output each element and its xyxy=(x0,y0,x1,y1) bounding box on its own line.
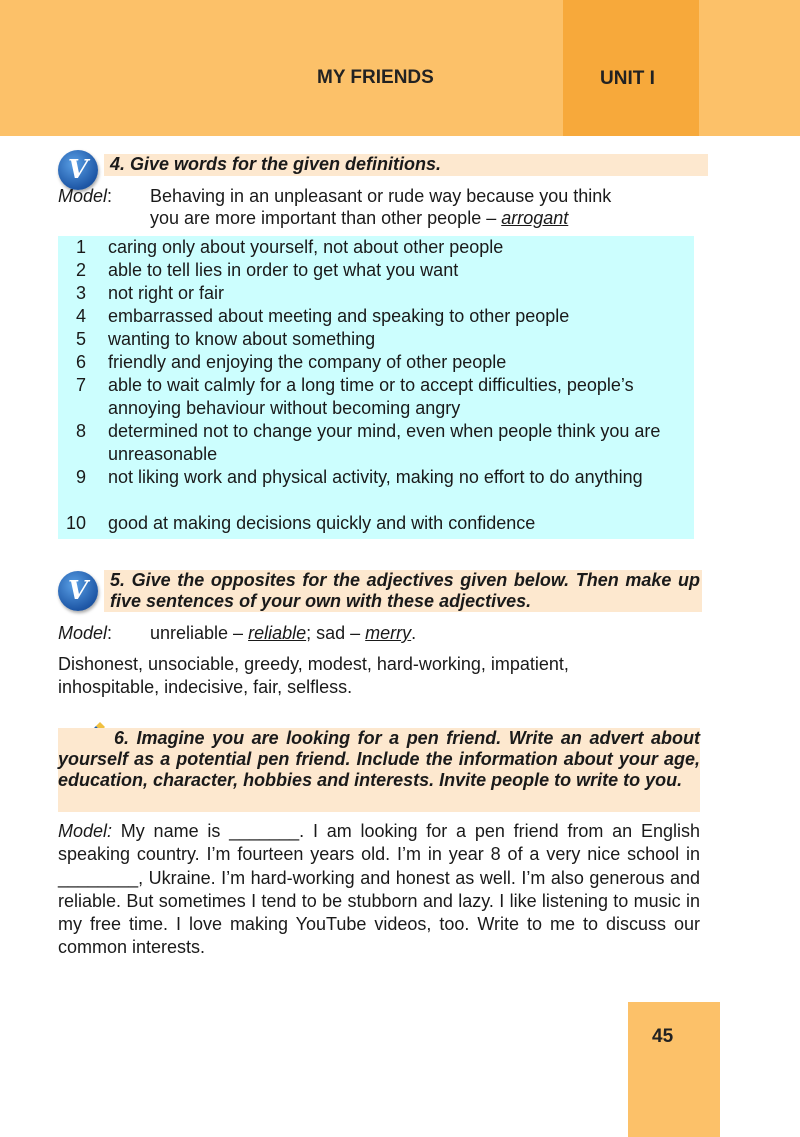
adjective-list: Dishonest, unsociable, greedy, modest, hard-working, impatient, inhospitable, indecisive, fair, selfless. xyxy=(58,654,569,697)
item-number: 7 xyxy=(75,375,86,395)
model-label-text: Model xyxy=(58,186,108,206)
page-number-box xyxy=(628,1002,720,1137)
model-body: My name is _______. I am looking for a pen friend from an English speaking country. I’m fourteen years old. I’m in year 8 of a very nice school in ________, Ukraine. I’m hard-working and honest as well. I’m also generous and reliable. But sometimes I tend to be stubborn and lazy. I like listening to music in my free time. I love making YouTube videos, too. Write to me to discuss our common interests. xyxy=(58,821,700,958)
item-text: wanting to know about something xyxy=(108,329,376,349)
model-answer: arrogant xyxy=(501,208,569,228)
model-line-2 xyxy=(150,207,700,230)
model-answer-1: reliable xyxy=(248,623,307,643)
model-label: Model: xyxy=(58,186,113,206)
item-text: not liking work and physical activity, making no effort to do anything xyxy=(108,467,643,487)
item-number: 4 xyxy=(75,306,86,326)
model-pre: unreliable – xyxy=(150,623,249,643)
item-number: 3 xyxy=(75,283,86,303)
exercise-vocabulary-icon: V xyxy=(58,150,98,190)
definitions-list xyxy=(58,236,694,539)
item-number: 1 xyxy=(75,237,86,257)
model-answer-2: merry xyxy=(365,623,412,643)
item-number: 2 xyxy=(75,260,86,280)
chapter-title: MY FRIENDS xyxy=(317,67,434,88)
model-mid: ; sad – xyxy=(306,623,366,643)
model-line-2-text: you are more important than other people – xyxy=(150,208,502,228)
item-text: able to wait calmly for a long time or to accept difficulties, people’s annoying behaviour without becoming angry xyxy=(108,375,634,418)
page-number: 45 xyxy=(652,1026,674,1047)
model-label-text: Model xyxy=(58,623,108,643)
item-text: not right or fair xyxy=(108,283,225,303)
model-line-1: Behaving in an unpleasant or rude way because you think xyxy=(150,186,612,206)
item-text: caring only about yourself, not about other people xyxy=(108,237,504,257)
item-number: 5 xyxy=(75,329,86,349)
item-text: good at making decisions quickly and with confidence xyxy=(108,513,536,533)
model-example xyxy=(150,622,700,645)
item-number: 8 xyxy=(75,421,86,441)
item-text: able to tell lies in order to get what you want xyxy=(108,260,459,280)
model-label: Model: xyxy=(58,623,113,643)
exercise-vocabulary-icon: V xyxy=(58,571,98,611)
exercise-4-heading: 4. Give words for the given definitions. xyxy=(104,154,708,176)
model-advert-text xyxy=(58,820,700,960)
exercise-6-heading: 6. Imagine you are looking for a pen friend. Write an advert about yourself as a potential pen friend. Include the information about your age, education, character, hobbies and interests. Invite people to write to you. xyxy=(58,728,700,812)
item-text: embarrassed about meeting and speaking to other people xyxy=(108,306,570,326)
item-text: friendly and enjoying the company of other people xyxy=(108,352,507,372)
model-label-text: Model: xyxy=(58,821,113,841)
item-number: 10 xyxy=(65,513,86,533)
model-end: . xyxy=(411,623,417,643)
item-number: 6 xyxy=(75,352,86,372)
item-number: 9 xyxy=(75,467,86,487)
item-text: determined not to change your mind, even when people think you are unreasonable xyxy=(108,421,661,464)
unit-label: UNIT I xyxy=(600,68,655,89)
exercise-5-heading: 5. Give the opposites for the adjectives given below. Then make up five sentences of your own with these adjectives. xyxy=(104,570,702,612)
